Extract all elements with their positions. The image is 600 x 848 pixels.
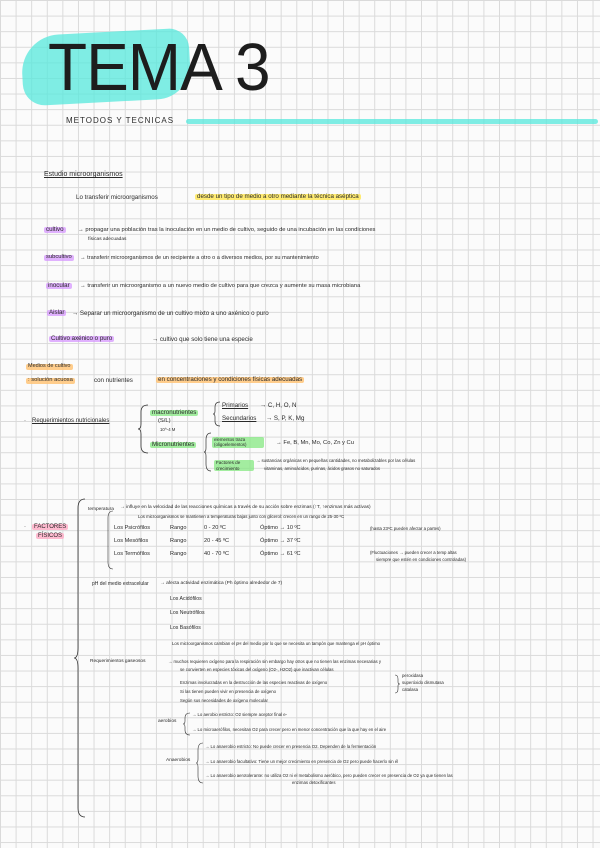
gas-text5: Según sus necesidades de oxígeno molecular — [180, 698, 268, 703]
temperatura-label: temperatura — [88, 507, 114, 512]
enzima-superoxido: superóxido dismutasa — [402, 680, 444, 685]
term-cultivo: cultivo — [46, 226, 64, 233]
section-heading-medios: Medios de cultivo — [28, 363, 71, 369]
anaerobios-brace — [196, 742, 204, 784]
temp-row-opt: Óptimo → 37 ºC — [260, 538, 301, 544]
secundarios-text: → S, P, K, Mg — [266, 415, 305, 422]
temp-row-name: Los Mesófilos — [114, 538, 149, 544]
temp-row-name: Los Psicrófilos — [114, 525, 151, 531]
term-inocular: inocular — [48, 282, 70, 289]
ph-item: Los Acidófilos — [170, 596, 202, 602]
ph-text: → afecta actividad enzimática (Ph óptimo alrededor de 7) — [160, 581, 283, 586]
intro-prefix: Lo transferir microorganismos — [76, 194, 158, 201]
ph-label: pH del medio extracelular — [92, 581, 149, 587]
section-heading-requerimientos: Requerimientos nutricionales — [32, 418, 110, 424]
macronutrientes-note2: 10^-4 M — [160, 427, 176, 432]
temp-row-vals: 40 - 70 ºC — [204, 551, 230, 557]
def-aislar: → Separar un microorganismo de un cultivo mixto a uno axénico o puro — [72, 310, 269, 317]
intro-highlight: desde un tipo de medio a otro mediante la técnica aséptica — [197, 193, 359, 200]
temp-row-note: (hasta 23ºC pueden afectar a partes) — [370, 526, 441, 531]
section-heading-estudio: Estudio microorganismos — [44, 171, 123, 178]
medios-def-rest: en concentraciones y condiciones físicas adecuadas — [158, 376, 303, 383]
temperatura-text2: Los microorganismos se mantienen a temperaturas bajas junto con glicerol: crecen en un rango de 25-30 ºC — [138, 514, 345, 519]
anaerobios-3b: enzimas detoxificantes — [292, 780, 336, 785]
req-arrow: · — [24, 418, 26, 424]
primarios-text: → C, H, O, N — [260, 402, 297, 409]
term-aislar: Aislar — [49, 309, 65, 316]
macronutrientes-note1: (S/L) — [158, 418, 171, 424]
aerobios-brace — [183, 712, 191, 736]
elementos-traza-text: → Fe, B, Mn, Mo, Co, Zn y Cu — [276, 440, 354, 446]
gas-text4: Si las tienen pueden vivir en presencia de oxígeno — [180, 689, 277, 694]
aerobios-label: aerobios — [158, 719, 177, 724]
temp-row-opt: Óptimo → 10 ºC — [260, 525, 301, 531]
temp-row-note: (Fluctuaciones → pueden crecer a temp altas — [370, 550, 457, 555]
subtitle-underline — [186, 119, 598, 124]
macronutrientes-label: macronutrientes — [152, 409, 197, 416]
aerobios-1: → Lo aerobio estricto: O2 siempre aceptor final e- — [192, 712, 288, 717]
term-subcultivo: subcultivo — [46, 254, 72, 260]
anaerobios-label: Anaerobios — [166, 758, 191, 763]
factores-crecimiento-label: Factores de crecimiento — [214, 460, 254, 471]
ph-item: Los Basófilos — [170, 625, 201, 631]
enzima-catalasa: catalasa — [402, 687, 419, 692]
factores-bullet: · — [24, 524, 26, 530]
factores-fisicos-heading-2: FÍSICOS — [38, 533, 63, 539]
anaerobios-2: → Lo anaerobio facultativo: Tiene un mejor crecimiento en presencia de O2 pero puede hacerlo sin él — [205, 759, 399, 764]
factores-brace — [74, 498, 86, 818]
temperatura-brace — [106, 510, 114, 570]
elementos-traza-label: elementos traza (oligoelementos) — [212, 437, 264, 448]
aerobios-2: → Lo microaerófilos, necesitan O2 para crecer pero en menor concentración que la que hay en el aire — [192, 727, 387, 732]
temp-row-name: Los Termófilos — [114, 551, 150, 557]
requerimientos-brace — [138, 404, 150, 454]
def-subcultivo: → transferir microorganismos de un recipiente a otro o a diversos medios, por su mantenimiento — [80, 255, 319, 261]
gas-label: Requerimientos gaseosos — [90, 659, 146, 664]
factores-crecimiento-text1: → sustancias orgánicas en pequeñas cantidades, no metabolizables por las células — [256, 458, 416, 463]
page-subtitle: METODOS Y TECNICAS — [66, 116, 175, 125]
micro-brace — [204, 432, 212, 472]
medios-def-mid: con nutrientes — [94, 377, 133, 384]
medios-def-prefix: : solución acuosa — [28, 377, 73, 383]
gas-text2: se convierten en especies tóxicas del oxígeno (O2-, H2O2) que inactivan células — [180, 667, 334, 672]
temp-row-opt: Óptimo → 61 ºC — [260, 551, 301, 557]
macro-brace — [213, 401, 221, 427]
factores-crecimiento-text2: vitaminas, aminoácidos, purinas, ácidos grasos no saturados — [264, 466, 381, 471]
temperatura-text1: → influye en la velocidad de las reacciones químicas a través de su acción sobre enzimas (↑T, ↑enzimas más activas) — [120, 505, 371, 510]
enzimas-brace — [394, 674, 400, 694]
enzima-peroxidasa: peroxidasa — [402, 673, 424, 678]
gas-text1: → muchos requieren oxígeno para la respiración sin embargo hay otros que no tienen las enzimas necesarias y — [168, 659, 382, 664]
micronutrientes-label: Micronutrientes — [152, 441, 195, 448]
temp-row-rango: Rango — [170, 538, 187, 544]
page-title: TEMA 3 — [48, 29, 270, 105]
primarios-label: Primarios — [222, 402, 249, 409]
ph-note: Los microorganismos cambian el pH del medio por lo que se necesita un tampón que mantenga el pH óptimo — [172, 641, 381, 646]
temperatura-table — [114, 526, 594, 570]
temp-row-vals: 0 - 20 ºC — [204, 525, 226, 531]
temp-row-rango: Rango — [170, 525, 187, 531]
def-inocular: → transferir un microorganismo a un nuevo medio de cultivo para que crezca y aumente su masa microbiana — [80, 283, 361, 289]
def-cultivo: → propagar una población tras la inoculación en un medio de cultivo, seguido de una incubación en las condiciones — [78, 227, 376, 233]
term-cultivo-axenico: Cultivo axénico o puro — [51, 335, 113, 342]
anaerobios-3: → Lo anaerobio aerotolerante: no utiliza O2 ni el metabolismo aeróbico, pero pueden crecer en presencia de O2 ya que tienen las — [205, 773, 453, 778]
temp-row-rango: Rango — [170, 551, 187, 557]
gas-text3: Enzimas involucradas en la destrucción de las especies reactivas de oxígeno — [180, 680, 328, 685]
temp-row-note: siempre que estén en condiciones controladas) — [376, 557, 467, 562]
def-cultivo-axenico: → cultivo que solo tiene una especie — [152, 336, 253, 343]
factores-fisicos-heading-1: FACTORES — [34, 524, 67, 530]
anaerobios-1: → Lo anaerobio estricto: No puede crecer en presencia O2. Dependen de la fermentación — [205, 744, 377, 749]
temp-row-vals: 20 - 45 ºC — [204, 538, 230, 544]
ph-item: Los Neutrófilos — [170, 610, 205, 616]
def-cultivo-line2: físicas adecuadas — [88, 237, 127, 242]
secundarios-label: Secundarios — [222, 415, 257, 422]
